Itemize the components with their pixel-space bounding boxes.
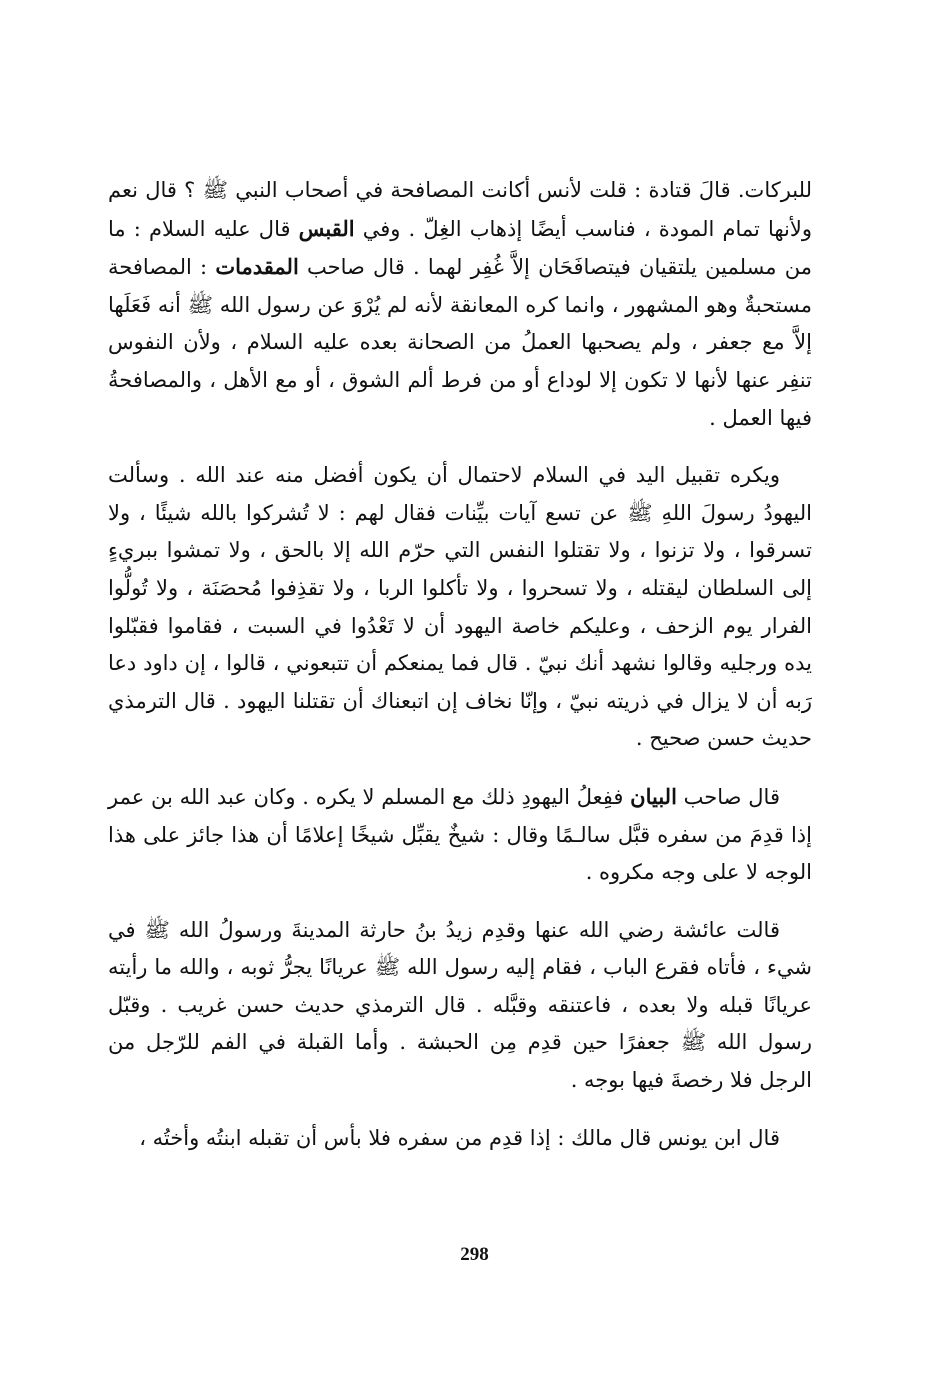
text-run: ويكره تقبيل اليد في السلام لاحتمال أن يكون أفضل منه عند الله . وسألت اليهودُ رسولَ اللهِ ﷺ عن تسع آيات بيِّنات فقال لهم : لا تُشركوا بالله شيئًا ، ولا تسرقوا ، ولا تزنوا ، ولا تقتلوا النفس التي حرّم الله إلا بالحق ، ولا تمشوا ببريءٍ إلى السلطان ليقتله ، ولا تسحروا ، ولا تأكلوا الربا ، ولا تقذِفوا مُحصَنَة ، ولا تُولُّوا الفرار يوم الزحف ، وعليكم خاصة اليهود أن لا تَعْدُوا في السبت ، فقاموا فقبّلوا يده ورجليه وقالوا نشهد أنك نبيّ . قال فما يمنعكم أن تتبعوني ، قالوا ، إن داود دعا رَبه أن لا يزال في ذريته نبيّ ، وإنّا نخاف إن اتبعناك أن تقتلنا اليهود . قال الترمذي حديث حسن صحيح . bbox=[108, 463, 812, 751]
paragraph-4 bbox=[108, 912, 812, 1100]
book-title-qabas: القبس bbox=[298, 215, 355, 241]
book-title-bayan: البيان bbox=[630, 783, 677, 809]
text-run: ففِعلُ اليهودِ ذلك مع المسلم لا يكره . وكان عبد الله بن عمر إذا قدِمَ من سفره قبَّل سالـمًا وقال : شيخٌ يقبِّل شيخًا إعلامًا أن هذا جائز على هذا الوجه لا على وجه مكروه . bbox=[108, 784, 812, 885]
page-number: 298 bbox=[460, 1244, 489, 1265]
text-run: : المصافحة مستحبةٌ وهو المشهور ، وانما كره المعانقة لأنه لم يُرْوَ عن رسول الله ﷺ أنه فَعَلَها إلاَّ مع جعفر ، ولم يصحبها العملُ من الصحانة بعده عليه السلام ، ولأن النفوس تنفِر عنها لأنها لا تكون إلا لوداع أو من فرط ألم الشوق ، أو مع الأهل ، والمصافحةُ فيها العمل . bbox=[108, 255, 812, 430]
paragraph-1 bbox=[108, 172, 812, 437]
paragraph-2 bbox=[108, 457, 812, 758]
text-run: للبركات. قالَ قتادة : قلت لأنس أكانت المصافحة في أصحاب النبي ﷺ ؟ قال نعم ولأنها تمام المودة ، فناسب أيضًا إذهاب الغِلّ . وفي bbox=[108, 178, 812, 241]
book-title-muqaddimat: المقدمات bbox=[215, 254, 299, 280]
paragraph-5 bbox=[108, 1120, 812, 1158]
text-run: قالت عائشة رضي الله عنها وقدِم زيدُ بنُ حارثة المدينةَ ورسولُ الله ﷺ في شيء ، فأتاه فقرع الباب ، فقام إليه رسول الله ﷺ عريانًا يجرُّ ثوبه ، والله ما رأيته عريانًا قبله ولا بعده ، فاعتنقه وقبَّله . قال الترمذي حديث حسن غريب . وقبّل رسول الله ﷺ جعفرًا حين قدِم مِن الحبشة . وأما القبلة في الفم للرّجل من الرجل فلا رخصةَ فيها بوجه . bbox=[108, 917, 812, 1093]
text-run: قال ابن يونس قال مالك : إذا قدِم من سفره فلا بأس أن تقبله ابنتُه وأختُه ، bbox=[139, 1125, 780, 1150]
text-run: قال عليه السلام : ما من مسلمين يلتقيان فيتصافَحَان إلاَّ غُفِر لهما . قال صاحب bbox=[108, 216, 813, 280]
paragraph-3 bbox=[108, 778, 812, 892]
page-text bbox=[108, 172, 812, 1157]
text-run: قال صاحب bbox=[676, 784, 780, 809]
